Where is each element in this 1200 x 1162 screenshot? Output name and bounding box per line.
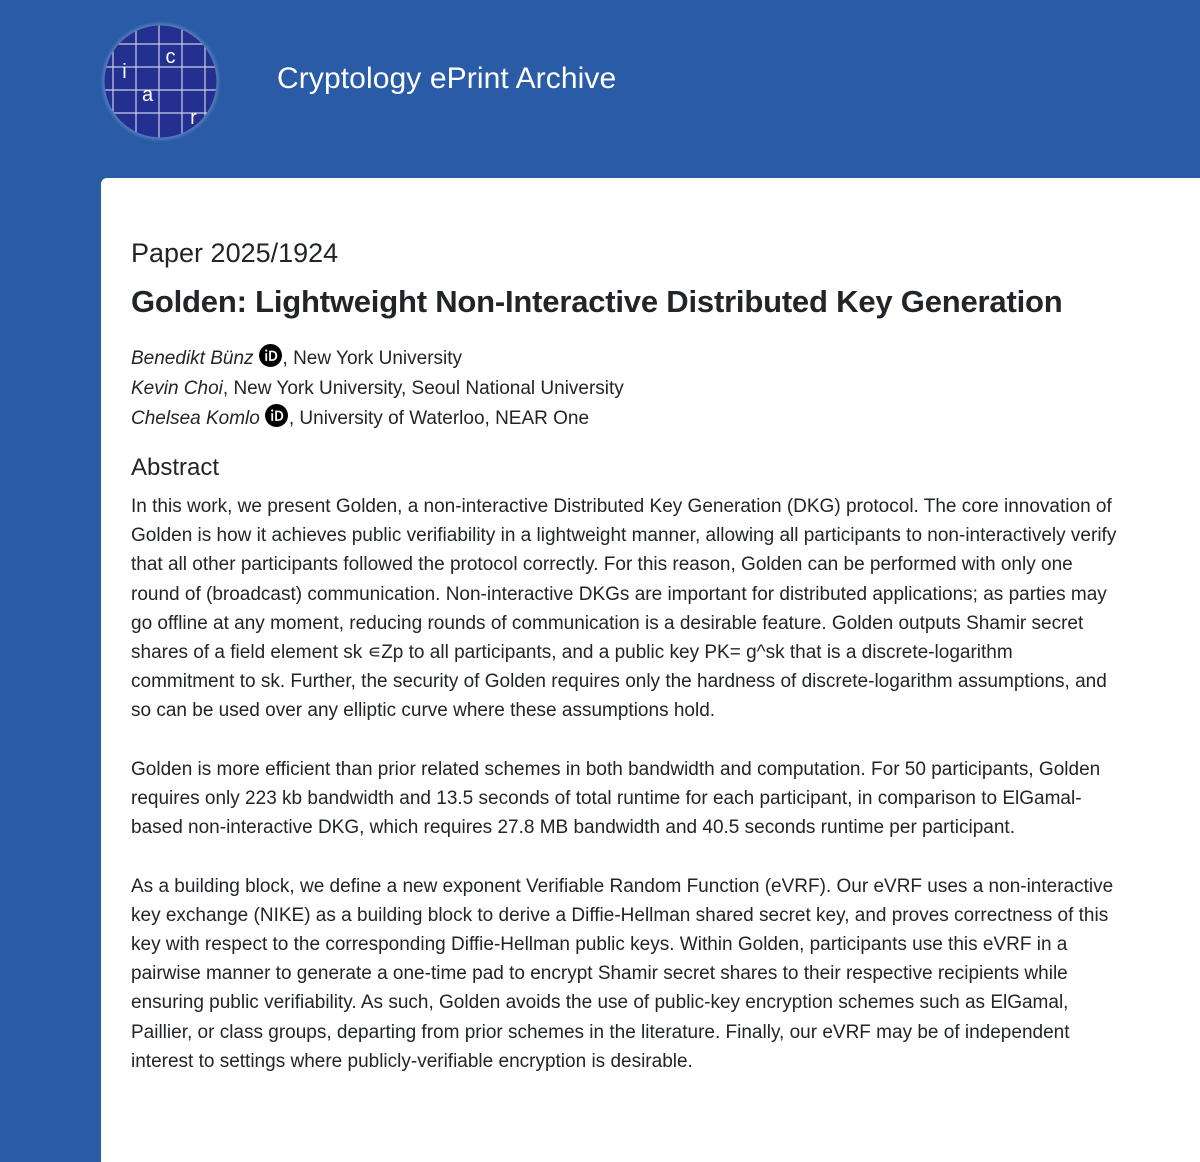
author-name[interactable]: Benedikt Bünz: [131, 348, 254, 369]
author-affiliation: , University of Waterloo, NEAR One: [288, 408, 590, 429]
logo-letter-i: i: [122, 61, 127, 83]
paper-id: Paper 2025/1924: [131, 238, 339, 268]
author-item: [131, 344, 624, 374]
author-name[interactable]: Kevin Choi: [131, 378, 223, 399]
abstract-body: [131, 492, 1121, 1105]
abstract-paragraph: Golden is more efficient than prior related schemes in both bandwidth and computation. For 50 participants, Golden requires only 223 kb bandwidth and 13.5 seconds of total runtime for each participant, in comparison to ElGamal-based non-interactive DKG, which requires 27.8 MB bandwidth and 40.5 seconds runtime per participant.: [131, 758, 1101, 839]
logo-letter-c: c: [165, 46, 176, 68]
paper-card: [101, 178, 1200, 1162]
abstract-heading: Abstract: [131, 454, 220, 481]
abstract-paragraph: In this work, we present Golden, a non-interactive Distributed Key Generation (DKG) protocol. The core innovation of Golden is how it achieves public verifiability in a lightweight manner, allowing all participants to non-interactively verify that all other participants followed the protocol correctly. For this reason, Golden can be performed with only one round of (broadcast) communication. Non-interactive DKGs are important for distributed applications; as parties may go offline at any moment, reducing rounds of communication is a desirable feature. Golden outputs Shamir secret shares of a field element sk ∊Zp to all participants, and a public key PK= g^sk that is a discrete-logarithm commitment to sk. Further, the security of Golden requires only the hardness of discrete-logarithm assumptions, and so can be used over any elliptic curve where these assumptions hold.: [131, 496, 1117, 722]
logo-letter-a: a: [141, 84, 154, 106]
logo-letter-r: r: [190, 107, 197, 129]
author-item: [131, 404, 624, 434]
site-header: [0, 0, 1200, 178]
author-affiliation: , New York University: [282, 348, 463, 369]
site-title[interactable]: Cryptology ePrint Archive: [277, 62, 617, 95]
author-affiliation: , New York University, Seoul National University: [222, 378, 624, 399]
author-item: [131, 374, 624, 404]
orcid-icon[interactable]: [259, 344, 282, 367]
iacr-logo[interactable]: [100, 21, 221, 142]
author-name[interactable]: Chelsea Komlo: [131, 408, 260, 429]
author-list: [131, 344, 624, 434]
page-title: Golden: Lightweight Non-Interactive Distributed Key Generation: [131, 284, 1063, 319]
abstract-paragraph: As a building block, we define a new exponent Verifiable Random Function (eVRF). Our eVRF uses a non-interactive key exchange (NIKE) as a building block to derive a Diffie-Hellman shared secret key, and proves correctness of this key with respect to the corresponding Diffie-Hellman public keys. Within Golden, participants use this eVRF in a pairwise manner to generate a one-time pad to encrypt Shamir secret shares to their respective recipients while ensuring public verifiability. As such, Golden avoids the use of public-key encryption schemes such as ElGamal, Paillier, or class groups, departing from prior schemes in the literature. Finally, our eVRF may be of independent interest to settings where publicly-verifiable encryption is desirable.: [131, 875, 1114, 1072]
orcid-icon[interactable]: [265, 404, 288, 427]
